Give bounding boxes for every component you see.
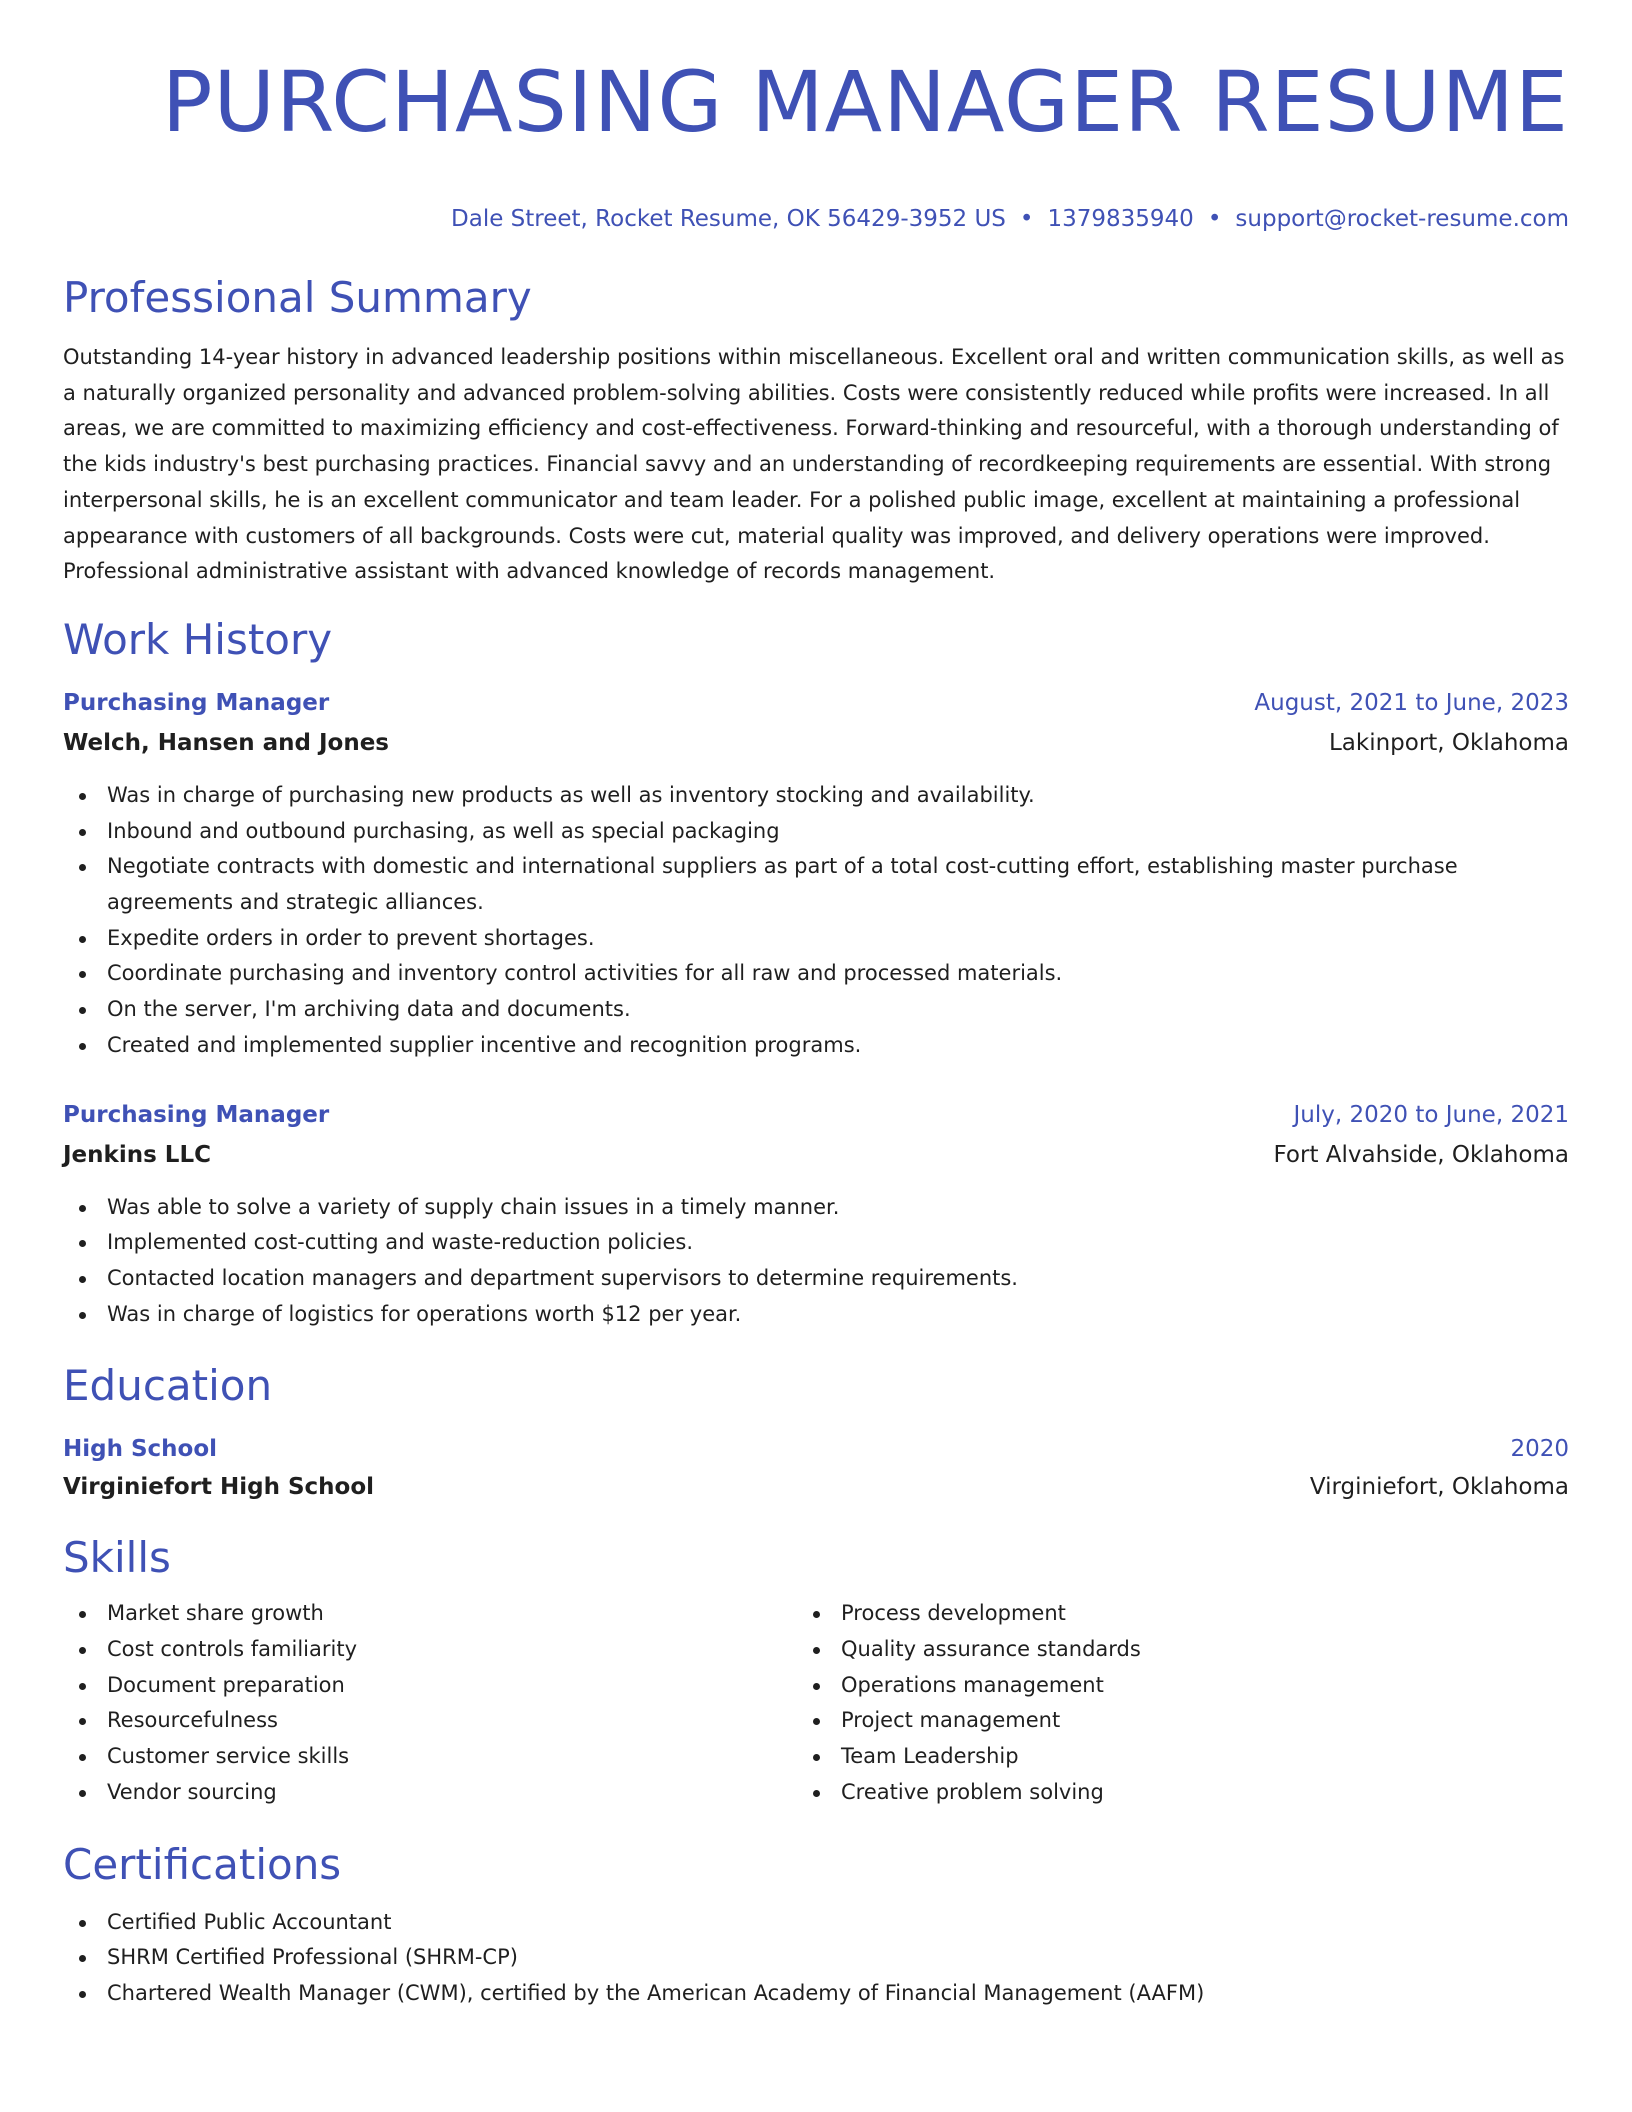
- skills-list-right: [797, 1596, 1531, 1810]
- work-history-heading: Work History: [63, 614, 333, 664]
- certification-item: SHRM Certified Professional (SHRM-CP): [63, 1940, 1569, 1976]
- skill-item: Vendor sourcing: [63, 1775, 797, 1811]
- summary-heading: Professional Summary: [63, 273, 532, 322]
- job-location: Fort Alvahside, Oklahoma: [1273, 1141, 1569, 1168]
- contact-email: support@rocket-resume.com: [1235, 206, 1569, 232]
- job-company: Welch, Hansen and Jones: [63, 729, 389, 756]
- skill-item: Quality assurance standards: [797, 1632, 1531, 1668]
- job-duty-item: Contacted location managers and department supervisors to determine requirements.: [63, 1261, 1569, 1297]
- job-role: Purchasing Manager: [63, 1101, 330, 1128]
- certifications-heading: Certifications: [63, 1839, 342, 1889]
- job-duty-item: Created and implemented supplier incentive and recognition programs.: [63, 1028, 1569, 1064]
- job-duties-list: [63, 1190, 1569, 1333]
- skill-item: Customer service skills: [63, 1739, 797, 1775]
- job-header-row: [63, 1100, 1569, 1130]
- job-duty-item: Coordinate purchasing and inventory control activities for all raw and processed materials.: [63, 956, 1569, 992]
- skill-item: Operations management: [797, 1668, 1531, 1704]
- contact-address: Dale Street, Rocket Resume, OK 56429-3952 US: [451, 206, 1006, 232]
- education-heading: Education: [63, 1361, 273, 1411]
- education-year: 2020: [1510, 1436, 1569, 1463]
- job-role: Purchasing Manager: [63, 689, 330, 716]
- education-degree: High School: [63, 1436, 218, 1463]
- contact-phone: 1379835940: [1047, 206, 1194, 232]
- skill-item: Document preparation: [63, 1668, 797, 1704]
- skill-item: Creative problem solving: [797, 1775, 1531, 1811]
- job-duty-item: Implemented cost-cutting and waste-reduction policies.: [63, 1225, 1569, 1261]
- education-location: Virginiefort, Oklahoma: [1309, 1474, 1569, 1501]
- job-entry: [63, 1100, 1569, 1333]
- contact-line: [63, 204, 1569, 234]
- job-duties-list: [63, 778, 1569, 1064]
- skill-item: Resourcefulness: [63, 1703, 797, 1739]
- job-duty-item: Negotiate contracts with domestic and international suppliers as part of a total cost-cutting effort, establishing master purchase agreements and strategic alliances.: [63, 849, 1569, 920]
- contact-separator: •: [1019, 206, 1034, 232]
- education-school-row: [63, 1464, 1569, 1502]
- job-entry: [63, 688, 1569, 1064]
- job-duty-item: Was able to solve a variety of supply chain issues in a timely manner.: [63, 1190, 1569, 1226]
- job-duty-item: Was in charge of purchasing new products as well as inventory stocking and availability.: [63, 778, 1569, 814]
- summary-text: Outstanding 14-year history in advanced leadership positions within miscellaneous. Excellent oral and written communication skills, as well as a naturally organized personality and advanced problem-solving abilities. Costs were consistently reduced while profits were increased. In all areas, we are committed to maximizing efficiency and cost-effectiveness. Forward-thinking and resourceful, with a thorough understanding of the kids industry's best purchasing practices. Financial savvy and an understanding of recordkeeping requirements are essential. With strong interpersonal skills, he is an excellent communicator and team leader. For a polished public image, excellent at maintaining a professional appearance with customers of all backgrounds. Costs were cut, material quality was improved, and delivery operations were improved. Professional administrative assistant with advanced knowledge of records management.: [63, 345, 1565, 584]
- certification-item: Chartered Wealth Manager (CWM), certified by the American Academy of Financial Management (AAFM): [63, 1976, 1569, 2012]
- job-duty-item: Inbound and outbound purchasing, as well as special packaging: [63, 814, 1569, 850]
- job-dates: July, 2020 to June, 2021: [1293, 1101, 1569, 1128]
- skills-list-left: [63, 1596, 797, 1810]
- resume-title: PURCHASING MANAGER RESUME: [161, 53, 1569, 151]
- skills-columns: [63, 1596, 1569, 1810]
- contact-separator: •: [1207, 206, 1222, 232]
- certifications-list: [63, 1905, 1569, 2012]
- job-duty-item: Expedite orders in order to prevent shortages.: [63, 921, 1569, 957]
- job-company-row: [63, 1130, 1569, 1170]
- job-duty-item: Was in charge of logistics for operations worth $12 per year.: [63, 1297, 1569, 1333]
- skill-item: Project management: [797, 1703, 1531, 1739]
- certification-item: Certified Public Accountant: [63, 1905, 1569, 1941]
- skills-heading: Skills: [63, 1533, 171, 1583]
- education-entry: [63, 1434, 1569, 1502]
- education-header-row: [63, 1434, 1569, 1464]
- job-duty-item: On the server, I'm archiving data and documents.: [63, 992, 1569, 1028]
- job-header-row: [63, 688, 1569, 718]
- job-dates: August, 2021 to June, 2023: [1254, 689, 1569, 716]
- skill-item: Process development: [797, 1596, 1531, 1632]
- skill-item: Team Leadership: [797, 1739, 1531, 1775]
- skill-item: Market share growth: [63, 1596, 797, 1632]
- education-school: Virginiefort High School: [63, 1474, 375, 1501]
- job-company-row: [63, 718, 1569, 758]
- skill-item: Cost controls familiarity: [63, 1632, 797, 1668]
- job-company: Jenkins LLC: [63, 1141, 211, 1168]
- job-location: Lakinport, Oklahoma: [1328, 729, 1569, 756]
